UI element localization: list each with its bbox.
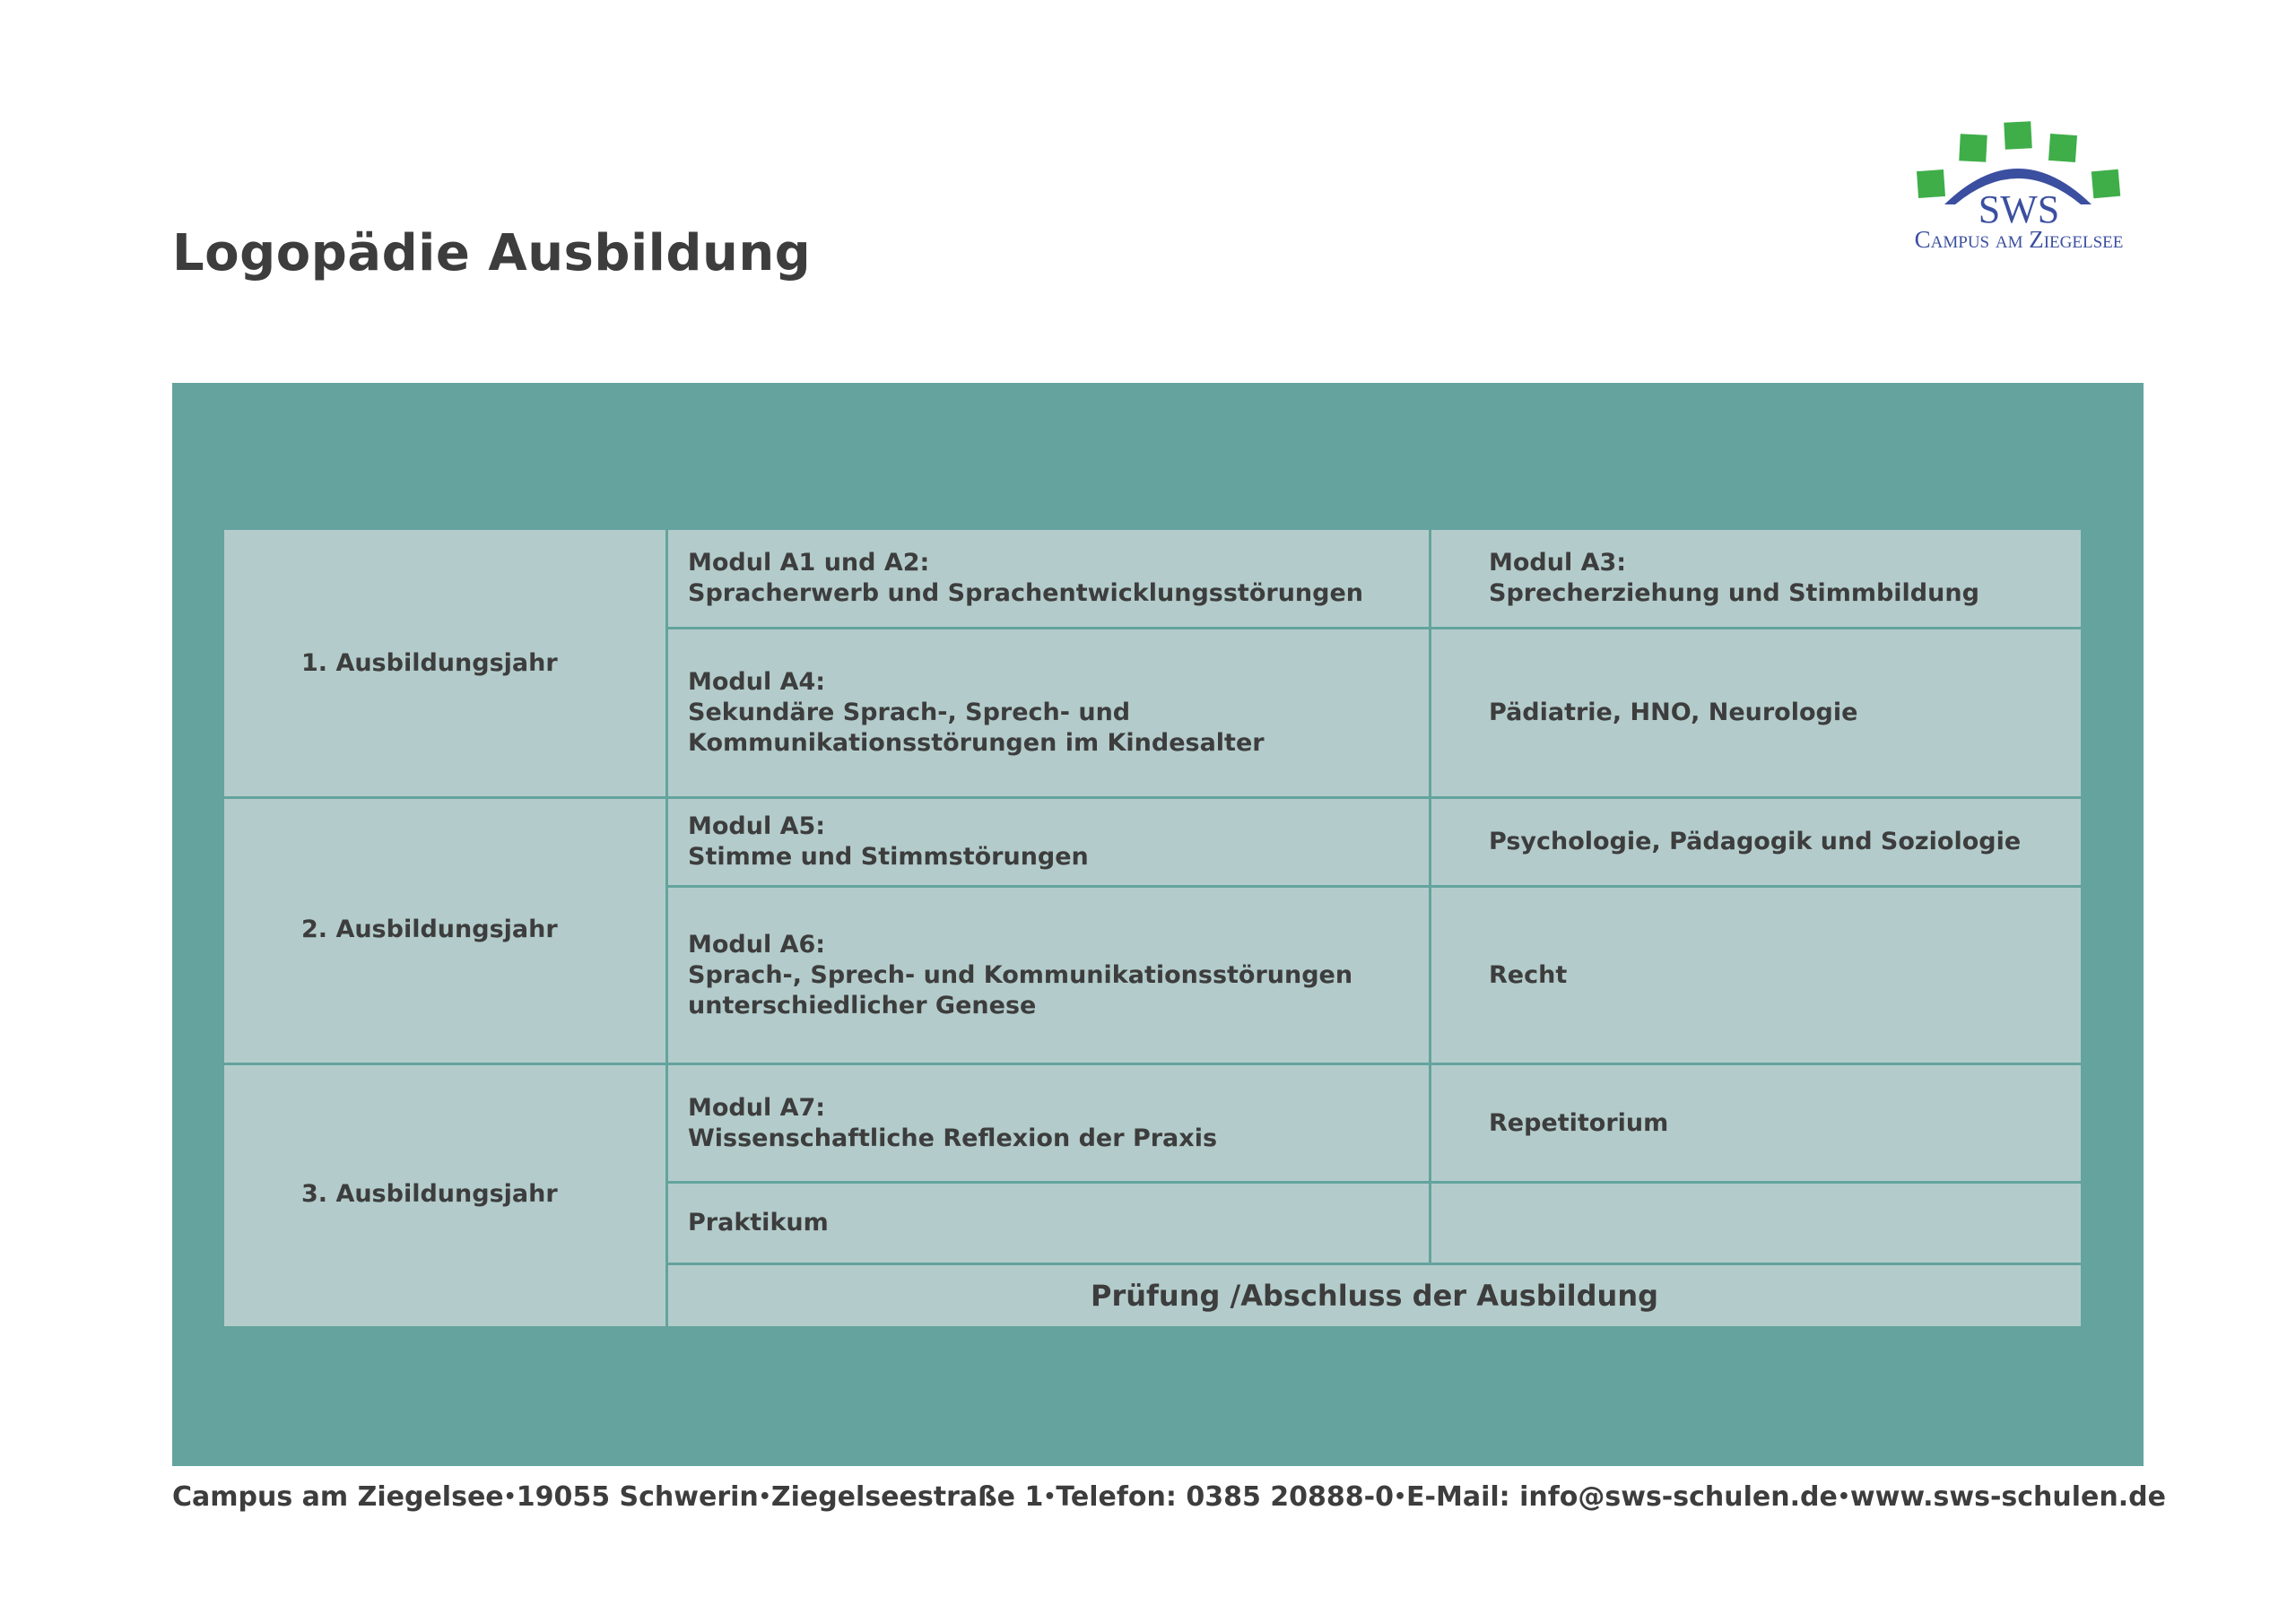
final-exam-cell <box>668 1265 2081 1326</box>
subject-cell <box>1431 799 2081 885</box>
subject-heading: Psychologie, Pädagogik und Soziologie <box>1489 828 2022 855</box>
module-line: Sekundäre Sprach-, Sprech- und <box>688 699 1131 726</box>
logo-abbr: SWS <box>1978 187 2060 226</box>
footer-email: E-Mail: info@sws-schulen.de <box>1406 1481 1838 1513</box>
grid-line-vertical <box>1429 530 1431 1265</box>
footer-separator: • <box>1393 1486 1407 1508</box>
year-3-cell <box>224 1063 665 1326</box>
subject-heading: Pädiatrie, HNO, Neurologie <box>1489 699 1858 726</box>
subject-heading: Repetitorium <box>1489 1108 1669 1137</box>
grid-line-horizontal <box>668 885 2081 888</box>
subject-cell <box>1431 888 2081 1063</box>
module-heading: Modul A5: <box>688 812 826 840</box>
grid-line-horizontal <box>668 1181 2081 1184</box>
final-exam-label: Prüfung /Abschluss der Ausbildung <box>1090 1279 1659 1313</box>
logo-tagline: Campus am Ziegelsee <box>1914 226 2124 253</box>
module-cell <box>668 629 1429 796</box>
module-line: Sprach-, Sprech- und Kommunikationsstörungen <box>688 960 1353 989</box>
grid-line-horizontal <box>668 627 2081 629</box>
module-heading: Modul A6: <box>688 930 826 959</box>
subject-cell <box>1431 1065 2081 1181</box>
module-cell <box>668 1065 1429 1181</box>
grid-line-vertical <box>665 530 668 1326</box>
grid-line-horizontal <box>224 796 2081 799</box>
footer-contact <box>172 1481 2166 1513</box>
grid-line-horizontal <box>668 1263 2081 1265</box>
year-2-cell <box>224 796 665 1063</box>
module-cell <box>668 799 1429 885</box>
year-label: 1. Ausbildungsjahr <box>301 648 558 677</box>
subject-heading: Modul A3: <box>1489 549 1627 577</box>
module-cell <box>668 530 1429 627</box>
footer-campus: Campus am Ziegelsee <box>172 1481 504 1513</box>
footer-street: Ziegelseestraße 1 <box>770 1481 1044 1513</box>
module-heading: Praktikum <box>688 1209 829 1237</box>
page-title: Logopädie Ausbildung <box>172 224 812 282</box>
footer-phone: Telefon: 0385 20888-0 <box>1056 1481 1394 1513</box>
subject-cell <box>1431 530 2081 627</box>
module-heading: Modul A7: <box>688 1093 826 1122</box>
subject-heading: Recht <box>1489 960 1568 989</box>
module-heading: Modul A4: <box>688 668 826 696</box>
sws-logo <box>1900 115 2138 258</box>
footer-website: www.sws-schulen.de <box>1849 1481 2166 1513</box>
subject-cell <box>1431 629 2081 796</box>
year-1-cell <box>224 530 665 796</box>
footer-city: 19055 Schwerin <box>516 1481 759 1513</box>
module-line: Wissenschaftliche Reflexion der Praxis <box>688 1124 1218 1152</box>
footer-separator: • <box>1837 1486 1850 1508</box>
subject-cell-empty <box>1431 1184 2081 1263</box>
footer-separator: • <box>1043 1486 1057 1508</box>
module-line: Stimme und Stimmstörungen <box>688 843 1089 871</box>
grid-line-horizontal <box>224 1063 2081 1065</box>
module-heading: Modul A1 und A2: <box>688 549 930 577</box>
module-cell <box>668 1184 1429 1263</box>
module-line: unterschiedlicher Genese <box>688 991 1037 1020</box>
module-cell <box>668 888 1429 1063</box>
year-label: 3. Ausbildungsjahr <box>301 1180 558 1208</box>
footer-separator: • <box>503 1486 517 1508</box>
sws-logo-icon <box>1900 115 2138 226</box>
footer-separator: • <box>758 1486 771 1508</box>
subject-line: Sprecherziehung und Stimmbildung <box>1489 579 1979 607</box>
module-line: Spracherwerb und Sprachentwicklungsstörungen <box>688 579 1364 607</box>
year-label: 2. Ausbildungsjahr <box>301 915 558 943</box>
curriculum-table <box>224 530 2081 1326</box>
module-line: Kommunikationsstörungen im Kindesalter <box>688 729 1265 757</box>
